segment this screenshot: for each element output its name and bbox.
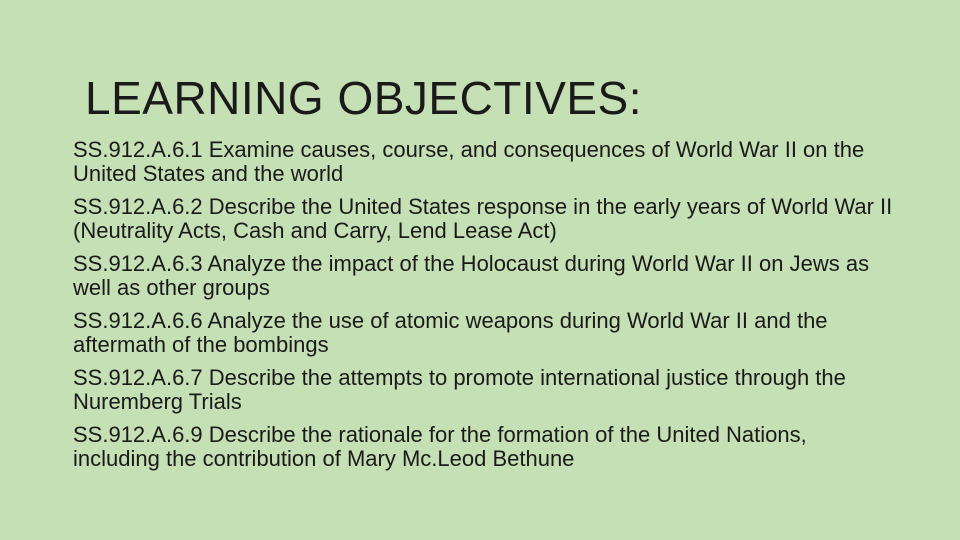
slide-title: LEARNING OBJECTIVES:: [85, 72, 643, 124]
objective-item: SS.912.A.6.6 Analyze the use of atomic weapons during World War II and the aftermath of the bombings: [73, 308, 828, 357]
objective-item: SS.912.A.6.9 Describe the rationale for the formation of the United Nations, including the contribution of Mary Mc.Leod Bethune: [73, 422, 807, 471]
objective-item: SS.912.A.6.7 Describe the attempts to promote international justice through the Nuremberg Trials: [73, 365, 846, 414]
objective-item: SS.912.A.6.1 Examine causes, course, and consequences of World War II on the United States and the world: [73, 137, 865, 186]
objective-item: SS.912.A.6.2 Describe the United States response in the early years of World War II (Neutrality Acts, Cash and Carry, Lend Lease Act): [73, 194, 893, 243]
objective-item: SS.912.A.6.3 Analyze the impact of the Holocaust during World War II on Jews as well as other groups: [73, 251, 870, 300]
objectives-list: [73, 138, 893, 480]
